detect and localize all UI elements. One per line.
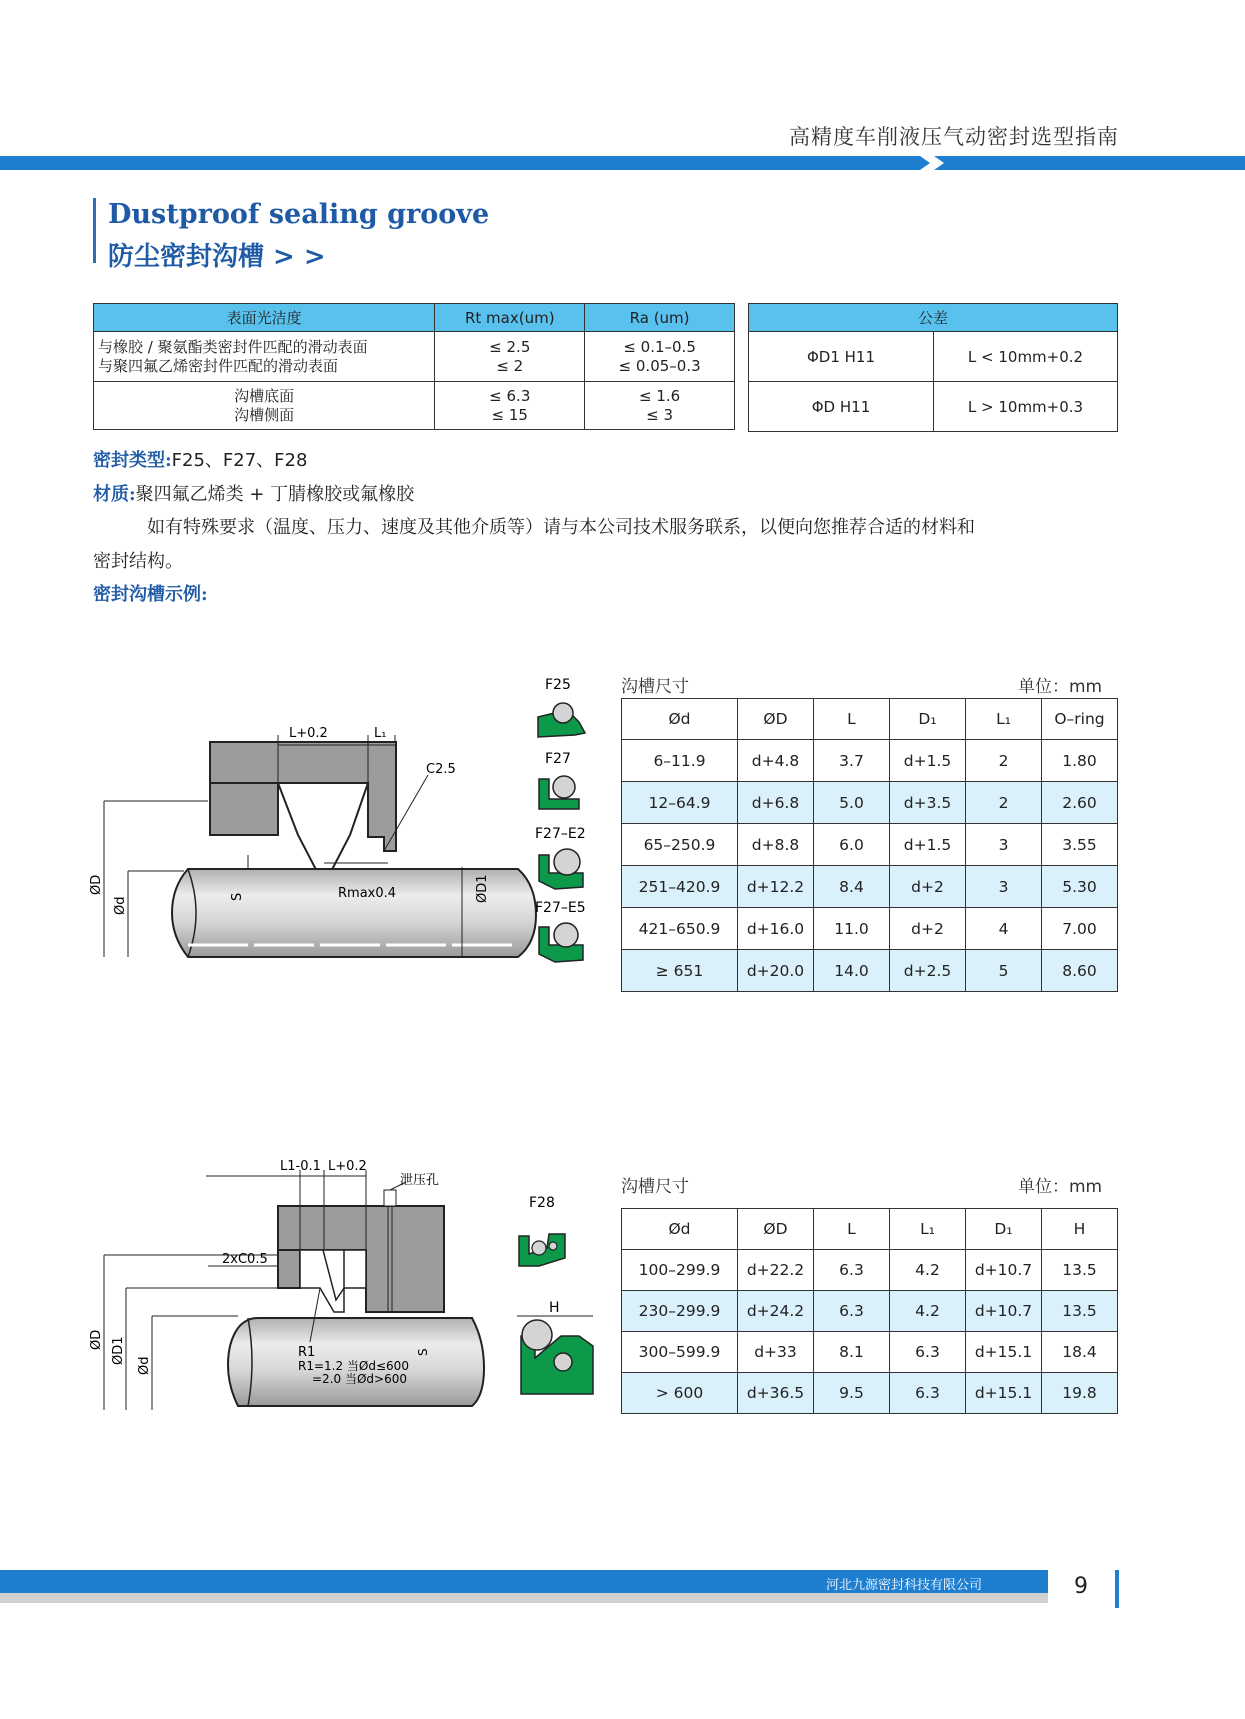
example-label: 密封沟槽示例: — [93, 584, 208, 605]
note-line-1: 如有特殊要求（温度、压力、速度及其他介质等）请与本公司技术服务联系，以便向您推荐合适的材料和 — [147, 517, 975, 538]
table-cell: 5 — [966, 950, 1042, 992]
ra-header: Ra (um) — [585, 304, 735, 332]
profile-list-1 — [535, 675, 605, 979]
profile-f27e5-label: F27–E5 — [535, 900, 586, 916]
table-cell: 8.60 — [1042, 950, 1118, 992]
section-title-en: Dustproof sealing groove — [108, 199, 490, 230]
table-cell: 65–250.9 — [622, 824, 738, 866]
table-cell: d+2 — [890, 866, 966, 908]
table-cell: d+2.5 — [890, 950, 966, 992]
groove-table-2 — [621, 1208, 1118, 1414]
table-cell: 100–299.9 — [622, 1250, 738, 1291]
dim-label-r3: =2.0 当Ød>600 — [312, 1372, 407, 1386]
table-cell: 2.60 — [1042, 782, 1118, 824]
dim-label-r2: R1=1.2 当Ød≤600 — [298, 1359, 409, 1373]
table-row — [622, 866, 1118, 908]
table2-unit: 单位：mm — [1018, 1177, 1103, 1197]
table-cell: d+6.8 — [738, 782, 814, 824]
dim-label-d: Ød — [137, 1356, 152, 1375]
table-row — [622, 1250, 1118, 1291]
material-label: 材质: — [93, 484, 136, 505]
table-cell: ≥ 651 — [622, 950, 738, 992]
dim-label-od: ØD — [89, 874, 104, 895]
table-cell: d+12.2 — [738, 866, 814, 908]
table-cell: 6.3 — [890, 1332, 966, 1373]
groove-drawing-1 — [88, 675, 603, 975]
surface-cell: 与橡胶 / 聚氨酯类密封件匹配的滑动表面 与聚四氟乙烯密封件匹配的滑动表面 — [94, 332, 435, 382]
material-line — [93, 480, 414, 506]
table-cell: d+16.0 — [738, 908, 814, 950]
header-bar — [0, 156, 1245, 170]
dim-label-l1: L1-0.1 — [280, 1160, 321, 1174]
table-cell: 3.55 — [1042, 824, 1118, 866]
seal-type-line — [93, 446, 307, 472]
table-cell: 230–299.9 — [622, 1291, 738, 1332]
table1-unit: 单位：mm — [1018, 677, 1103, 697]
table-cell: 6.3 — [814, 1291, 890, 1332]
surface-finish-table — [93, 303, 735, 430]
table-cell: 11.0 — [814, 908, 890, 950]
tolerance-cell: L > 10mm+0.3 — [934, 382, 1118, 432]
seal-type-label: 密封类型: — [93, 450, 172, 471]
footer-bar — [0, 1570, 1245, 1610]
table-cell: d+33 — [738, 1332, 814, 1373]
table-cell: d+15.1 — [966, 1332, 1042, 1373]
col-header: O–ring — [1042, 699, 1118, 740]
col-header: Ød — [622, 1209, 738, 1250]
dim-label-r: Rmax0.4 — [338, 886, 397, 901]
profile-f28-label: F28 — [529, 1195, 555, 1211]
table-cell: d+4.8 — [738, 740, 814, 782]
dim-label-d: Ød — [113, 896, 128, 915]
section-accent-bar — [93, 198, 96, 263]
table-cell: 5.0 — [814, 782, 890, 824]
page-number: 9 — [1074, 1574, 1088, 1599]
table-cell: d+2 — [890, 908, 966, 950]
table-row — [622, 782, 1118, 824]
table-row — [622, 1332, 1118, 1373]
table-row — [622, 908, 1118, 950]
table-cell: 9.5 — [814, 1373, 890, 1414]
dim-label-od: ØD — [89, 1329, 104, 1350]
table-cell: 251–420.9 — [622, 866, 738, 908]
table-row — [622, 740, 1118, 782]
surface-cell: 沟槽底面 沟槽侧面 — [94, 382, 435, 430]
tolerance-cell: L < 10mm+0.2 — [934, 332, 1118, 382]
tolerance-cell: ΦD1 H11 — [749, 332, 934, 382]
header-title: 高精度车削液压气动密封选型指南 — [789, 125, 1119, 149]
col-header: ØD — [738, 699, 814, 740]
table-cell: d+10.7 — [966, 1250, 1042, 1291]
dim-label-l1: L₁ — [374, 726, 387, 741]
note-line-2: 密封结构。 — [93, 551, 183, 572]
profile-h-label: H — [549, 1300, 560, 1316]
col-header: Ød — [622, 699, 738, 740]
table2-caption: 沟槽尺寸 — [621, 1177, 689, 1197]
table-cell: d+24.2 — [738, 1291, 814, 1332]
table-cell: 1.80 — [1042, 740, 1118, 782]
surface-header: 表面光洁度 — [94, 304, 435, 332]
table-cell: d+20.0 — [738, 950, 814, 992]
ra-cell: ≤ 0.1–0.5 ≤ 0.05–0.3 — [585, 332, 735, 382]
table-cell: 6.3 — [814, 1250, 890, 1291]
profile-f27e2-label: F27–E2 — [535, 826, 586, 842]
table-row — [622, 1291, 1118, 1332]
dim-label-s: S — [230, 892, 245, 901]
table-cell: 3 — [966, 866, 1042, 908]
table-cell: 12–64.9 — [622, 782, 738, 824]
table-cell: 6–11.9 — [622, 740, 738, 782]
col-header: L — [814, 1209, 890, 1250]
dim-label-d1: ØD1 — [111, 1336, 126, 1365]
dim-label-d1: ØD1 — [475, 874, 490, 903]
table-cell: 14.0 — [814, 950, 890, 992]
table-cell: 19.8 — [1042, 1373, 1118, 1414]
profile-list-2 — [515, 1190, 600, 1404]
groove-table-1 — [621, 698, 1118, 992]
dim-label-c: C2.5 — [426, 762, 456, 777]
table-cell: d+8.8 — [738, 824, 814, 866]
table-cell: 6.3 — [890, 1373, 966, 1414]
table-cell: 2 — [966, 740, 1042, 782]
table-cell: d+15.1 — [966, 1373, 1042, 1414]
table-cell: 7.00 — [1042, 908, 1118, 950]
table1-caption: 沟槽尺寸 — [621, 677, 689, 697]
ra-cell: ≤ 1.6 ≤ 3 — [585, 382, 735, 430]
col-header: L₁ — [890, 1209, 966, 1250]
table-cell: 3.7 — [814, 740, 890, 782]
table-cell: 6.0 — [814, 824, 890, 866]
footer-company: 河北九源密封科技有限公司 — [826, 1578, 983, 1593]
rt-cell: ≤ 2.5 ≤ 2 — [435, 332, 585, 382]
table-cell: 5.30 — [1042, 866, 1118, 908]
tolerance-header: 公差 — [749, 304, 1118, 332]
rt-cell: ≤ 6.3 ≤ 15 — [435, 382, 585, 430]
table-cell: d+10.7 — [966, 1291, 1042, 1332]
table-cell: 2 — [966, 782, 1042, 824]
table-cell: 4.2 — [890, 1291, 966, 1332]
tolerance-table — [748, 303, 1118, 432]
table-cell: 13.5 — [1042, 1291, 1118, 1332]
dim-label-l: L+0.2 — [328, 1160, 367, 1174]
table-cell: 3 — [966, 824, 1042, 866]
tolerance-cell: ΦD H11 — [749, 382, 934, 432]
col-header: ØD — [738, 1209, 814, 1250]
col-header: H — [1042, 1209, 1118, 1250]
rt-header: Rt max(um) — [435, 304, 585, 332]
table-cell: 4.2 — [890, 1250, 966, 1291]
seal-type-value: F25、F27、F28 — [171, 450, 308, 471]
col-header: D₁ — [890, 699, 966, 740]
dim-label-c: 2xC0.5 — [222, 1252, 268, 1267]
table-cell: d+1.5 — [890, 740, 966, 782]
table-cell: d+1.5 — [890, 824, 966, 866]
table-cell: d+22.2 — [738, 1250, 814, 1291]
col-header: L — [814, 699, 890, 740]
material-value: 聚四氟乙烯类 + 丁腈橡胶或氟橡胶 — [135, 484, 415, 505]
table-cell: 300–599.9 — [622, 1332, 738, 1373]
profile-f25-label: F25 — [545, 677, 571, 693]
section-title-cn: 防尘密封沟槽 > > — [108, 242, 326, 272]
seal-profiles-2 — [515, 1190, 600, 1400]
seal-profiles — [535, 675, 605, 975]
table-row — [622, 824, 1118, 866]
table-cell: 4 — [966, 908, 1042, 950]
table-cell: > 600 — [622, 1373, 738, 1414]
col-header: L₁ — [966, 699, 1042, 740]
profile-f27-label: F27 — [545, 751, 571, 767]
table-row — [622, 1373, 1118, 1414]
table-cell: 8.4 — [814, 866, 890, 908]
table-cell: 8.1 — [814, 1332, 890, 1373]
dim-label-s: S — [416, 1348, 430, 1356]
dim-label-r1: R1 — [298, 1345, 316, 1360]
col-header: D₁ — [966, 1209, 1042, 1250]
table-cell: 18.4 — [1042, 1332, 1118, 1373]
table-cell: d+36.5 — [738, 1373, 814, 1414]
table-cell: 421–650.9 — [622, 908, 738, 950]
table-row — [622, 950, 1118, 992]
dim-label-l: L+0.2 — [289, 726, 328, 741]
table-cell: d+3.5 — [890, 782, 966, 824]
table-cell: 13.5 — [1042, 1250, 1118, 1291]
dim-label-hole: 泄压孔 — [400, 1173, 440, 1188]
